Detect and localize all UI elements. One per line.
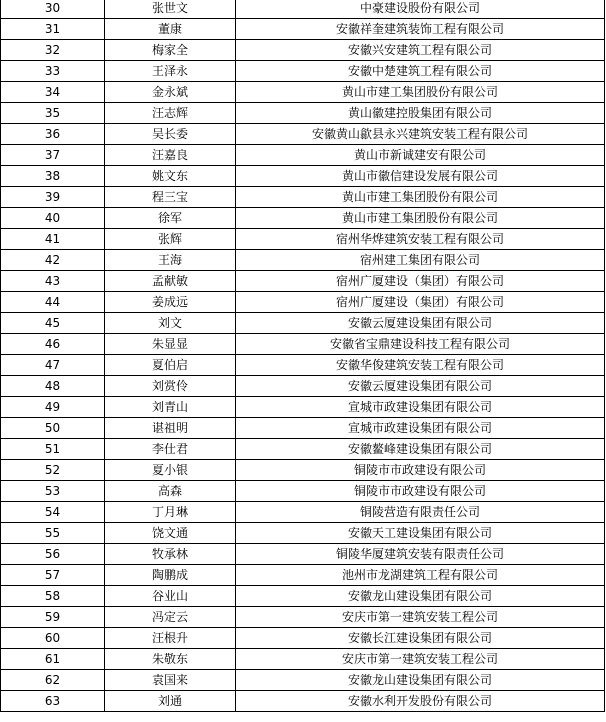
person-name-cell: 夏伯启 [105,355,236,376]
row-number-cell: 31 [1,19,105,40]
row-number-cell: 30 [1,0,105,19]
table-row [1,355,605,376]
table-row [1,187,605,208]
table-row [1,82,605,103]
person-name-cell: 陶鹏成 [105,565,236,586]
row-number-cell: 39 [1,187,105,208]
company-name-cell: 铜陵华厦建筑安装有限责任公司 [236,544,605,565]
person-name-cell: 高森 [105,481,236,502]
company-name-cell: 宿州华烨建筑安装工程有限公司 [236,229,605,250]
row-number-cell: 48 [1,376,105,397]
table-row [1,397,605,418]
company-name-cell: 宣城市政建设集团有限公司 [236,397,605,418]
person-name-cell: 刘文 [105,313,236,334]
person-name-cell: 徐军 [105,208,236,229]
table-row [1,250,605,271]
company-name-cell: 宿州建工集团有限公司 [236,250,605,271]
person-name-cell: 梅家全 [105,40,236,61]
company-name-cell: 安徽华俊建筑安装工程有限公司 [236,355,605,376]
table-row [1,19,605,40]
table-row [1,523,605,544]
company-name-cell: 宣城市政建设集团有限公司 [236,418,605,439]
table-row [1,376,605,397]
row-number-cell: 45 [1,313,105,334]
row-number-cell: 62 [1,670,105,691]
row-number-cell: 42 [1,250,105,271]
person-name-cell: 董康 [105,19,236,40]
row-number-cell: 52 [1,460,105,481]
person-name-cell: 刘通 [105,691,236,712]
company-name-cell: 安徽省宝鼎建设科技工程有限公司 [236,334,605,355]
person-name-cell: 李仕君 [105,439,236,460]
row-number-cell: 50 [1,418,105,439]
row-number-cell: 47 [1,355,105,376]
row-number-cell: 37 [1,145,105,166]
person-name-cell: 张辉 [105,229,236,250]
row-number-cell: 38 [1,166,105,187]
row-number-cell: 44 [1,292,105,313]
company-name-cell: 黄山徽建控股集团有限公司 [236,103,605,124]
company-name-cell: 铜陵市市政建设有限公司 [236,460,605,481]
table-row [1,103,605,124]
person-name-cell: 金永斌 [105,82,236,103]
table-row [1,334,605,355]
table-row [1,460,605,481]
row-number-cell: 34 [1,82,105,103]
row-number-cell: 49 [1,397,105,418]
company-name-cell: 安徽黄山歙县永兴建筑安装工程有限公司 [236,124,605,145]
person-name-cell: 汪志辉 [105,103,236,124]
person-name-cell: 汪嘉良 [105,145,236,166]
table-row [1,124,605,145]
person-name-cell: 谌祖明 [105,418,236,439]
row-number-cell: 36 [1,124,105,145]
company-name-cell: 安徽水利开发股份有限公司 [236,691,605,712]
roster-table-body [1,0,605,712]
table-row [1,502,605,523]
person-name-cell: 汪根升 [105,628,236,649]
person-name-cell: 朱显显 [105,334,236,355]
company-name-cell: 铜陵市市政建设有限公司 [236,481,605,502]
table-row [1,586,605,607]
person-name-cell: 程三宝 [105,187,236,208]
row-number-cell: 56 [1,544,105,565]
table-row [1,292,605,313]
person-name-cell: 吴长委 [105,124,236,145]
company-name-cell: 安徽中楚建筑工程有限公司 [236,61,605,82]
company-name-cell: 安庆市第一建筑安装工程公司 [236,607,605,628]
table-row [1,271,605,292]
person-name-cell: 刘青山 [105,397,236,418]
table-row [1,649,605,670]
person-name-cell: 袁国来 [105,670,236,691]
row-number-cell: 58 [1,586,105,607]
company-name-cell: 黄山市建工集团股份有限公司 [236,187,605,208]
person-name-cell: 冯定云 [105,607,236,628]
table-row [1,208,605,229]
company-name-cell: 中豪建设股份有限公司 [236,0,605,19]
row-number-cell: 55 [1,523,105,544]
row-number-cell: 32 [1,40,105,61]
row-number-cell: 41 [1,229,105,250]
person-name-cell: 王泽永 [105,61,236,82]
person-name-cell: 姚文东 [105,166,236,187]
table-row [1,670,605,691]
company-name-cell: 宿州广厦建设（集团）有限公司 [236,292,605,313]
person-name-cell: 刘赏伶 [105,376,236,397]
person-name-cell: 谷业山 [105,586,236,607]
table-row [1,145,605,166]
row-number-cell: 53 [1,481,105,502]
table-row [1,61,605,82]
row-number-cell: 63 [1,691,105,712]
company-name-cell: 安徽鳌峰建设集团有限公司 [236,439,605,460]
company-name-cell: 黄山市建工集团股份有限公司 [236,208,605,229]
table-row [1,40,605,61]
table-row [1,565,605,586]
row-number-cell: 43 [1,271,105,292]
row-number-cell: 57 [1,565,105,586]
row-number-cell: 33 [1,61,105,82]
person-name-cell: 姜成远 [105,292,236,313]
person-name-cell: 王海 [105,250,236,271]
person-name-cell: 丁月琳 [105,502,236,523]
company-name-cell: 安庆市第一建筑安装工程公司 [236,649,605,670]
row-number-cell: 60 [1,628,105,649]
row-number-cell: 35 [1,103,105,124]
company-name-cell: 池州市龙湖建筑工程有限公司 [236,565,605,586]
company-name-cell: 铜陵营造有限责任公司 [236,502,605,523]
person-name-cell: 孟献敏 [105,271,236,292]
row-number-cell: 40 [1,208,105,229]
company-name-cell: 安徽兴安建筑工程有限公司 [236,40,605,61]
company-name-cell: 黄山市新诚建安有限公司 [236,145,605,166]
row-number-cell: 54 [1,502,105,523]
company-name-cell: 安徽云厦建设集团有限公司 [236,313,605,334]
person-name-cell: 牧承林 [105,544,236,565]
company-name-cell: 安徽祥奎建筑装饰工程有限公司 [236,19,605,40]
company-name-cell: 安徽龙山建设集团有限公司 [236,670,605,691]
company-name-cell: 安徽长江建设集团有限公司 [236,628,605,649]
row-number-cell: 59 [1,607,105,628]
table-row [1,313,605,334]
company-name-cell: 安徽天工建设集团有限公司 [236,523,605,544]
row-number-cell: 46 [1,334,105,355]
company-name-cell: 黄山市建工集团股份有限公司 [236,82,605,103]
table-row [1,607,605,628]
company-name-cell: 宿州广厦建设（集团）有限公司 [236,271,605,292]
row-number-cell: 51 [1,439,105,460]
company-name-cell: 安徽龙山建设集团有限公司 [236,586,605,607]
table-row [1,229,605,250]
person-name-cell: 张世文 [105,0,236,19]
table-row [1,0,605,19]
person-name-cell: 饶文通 [105,523,236,544]
row-number-cell: 61 [1,649,105,670]
person-name-cell: 朱敬东 [105,649,236,670]
table-row [1,628,605,649]
company-name-cell: 安徽云厦建设集团有限公司 [236,376,605,397]
table-row [1,166,605,187]
table-row [1,439,605,460]
table-row [1,481,605,502]
company-name-cell: 黄山市徽信建设发展有限公司 [236,166,605,187]
person-name-cell: 夏小银 [105,460,236,481]
table-row [1,418,605,439]
table-row [1,544,605,565]
table-row [1,691,605,712]
